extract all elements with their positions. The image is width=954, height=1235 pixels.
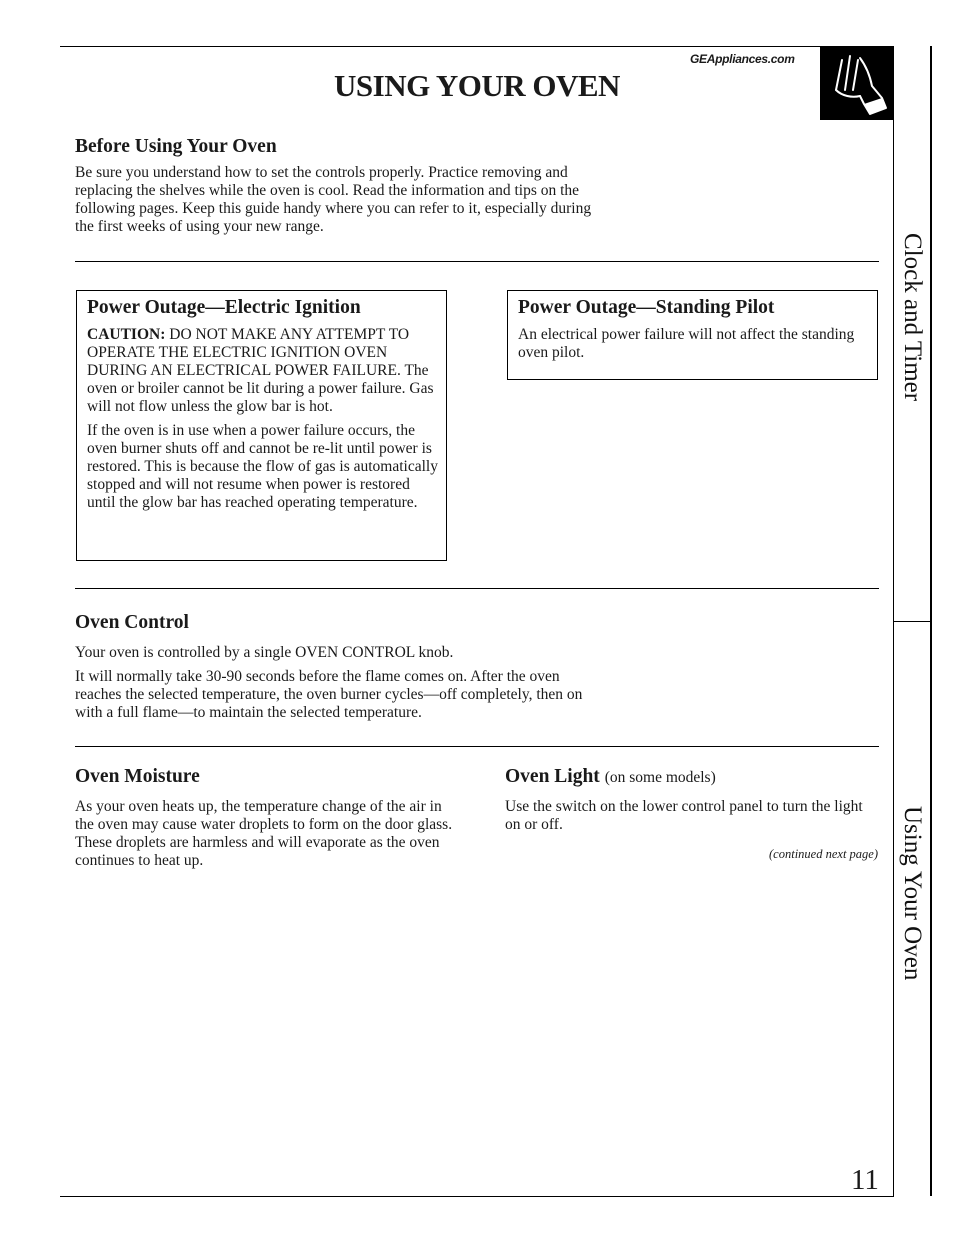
oven-moisture-text: As your oven heats up, the temperature change of the air in the oven may cause water droplets to form on the door glass. These droplets are harmless and will evaporate as the oven continues to heat up.: [75, 798, 453, 869]
standing-pilot-box: [507, 290, 878, 380]
electric-ignition-heading: Power Outage—Electric Ignition: [87, 297, 361, 318]
oven-control-text2: It will normally take 30-90 seconds before the flame comes on. After the oven reaches the selected temperature, the oven burner cycles—off completely, then on with a full flame—to maintain the selected temperature.: [75, 668, 583, 721]
standing-pilot-text: An electrical power failure will not affect the standing oven pilot.: [518, 326, 855, 361]
before-heading: Before Using Your Oven: [75, 136, 277, 157]
caution-label: CAUTION:: [87, 326, 166, 343]
oven-light-heading: [505, 766, 716, 788]
hand-pointer-icon: [820, 46, 894, 120]
before-text: Be sure you understand how to set the controls properly. Practice removing and replacing the shelves while the oven is cool. Read the information and tips on the following pages. Keep this guide handy where you can refer to it, especially during the first weeks of using your new range.: [75, 164, 592, 235]
oven-light-title: Oven Light: [505, 766, 600, 787]
tab-using-your-oven[interactable]: Using Your Oven: [899, 806, 926, 981]
electric-ignition-box: [76, 290, 447, 561]
caution-text: [87, 326, 438, 416]
top-rule: [60, 46, 894, 47]
website-url[interactable]: GEAppliances.com: [690, 52, 795, 66]
continued-note: (continued next page): [769, 847, 878, 861]
sidebar-divider: [893, 621, 930, 622]
section-divider: [75, 261, 879, 262]
section-divider: [75, 746, 879, 747]
tab-clock-and-timer[interactable]: Clock and Timer: [899, 233, 926, 402]
bottom-rule: [60, 1196, 894, 1197]
electric-ignition-text: If the oven is in use when a power failure occurs, the oven burner shuts off and cannot be re-lit until power is restored. This is because the flow of gas is automatically stopped and will not resume when power is restored until the glow bar has reached operating temperature.: [87, 422, 438, 511]
oven-control-heading: Oven Control: [75, 612, 189, 633]
caution-body: DO NOT MAKE ANY ATTEMPT TO OPERATE THE ELECTRIC IGNITION OVEN DURING AN ELECTRICAL POWER FAILURE. The oven or broiler cannot be lit during a power failure. Gas will not flow unless the glow bar is hot.: [87, 326, 434, 415]
oven-control-text1: Your oven is controlled by a single OVEN CONTROL knob.: [75, 644, 454, 661]
oven-light-note: (on some models): [604, 769, 716, 786]
page-title: USING YOUR OVEN: [334, 68, 620, 103]
standing-pilot-heading: Power Outage—Standing Pilot: [518, 297, 775, 318]
oven-light-text: Use the switch on the lower control panel to turn the light on or off.: [505, 798, 863, 833]
oven-moisture-heading: Oven Moisture: [75, 766, 200, 787]
page-number: 11: [851, 1164, 879, 1196]
section-divider: [75, 588, 879, 589]
